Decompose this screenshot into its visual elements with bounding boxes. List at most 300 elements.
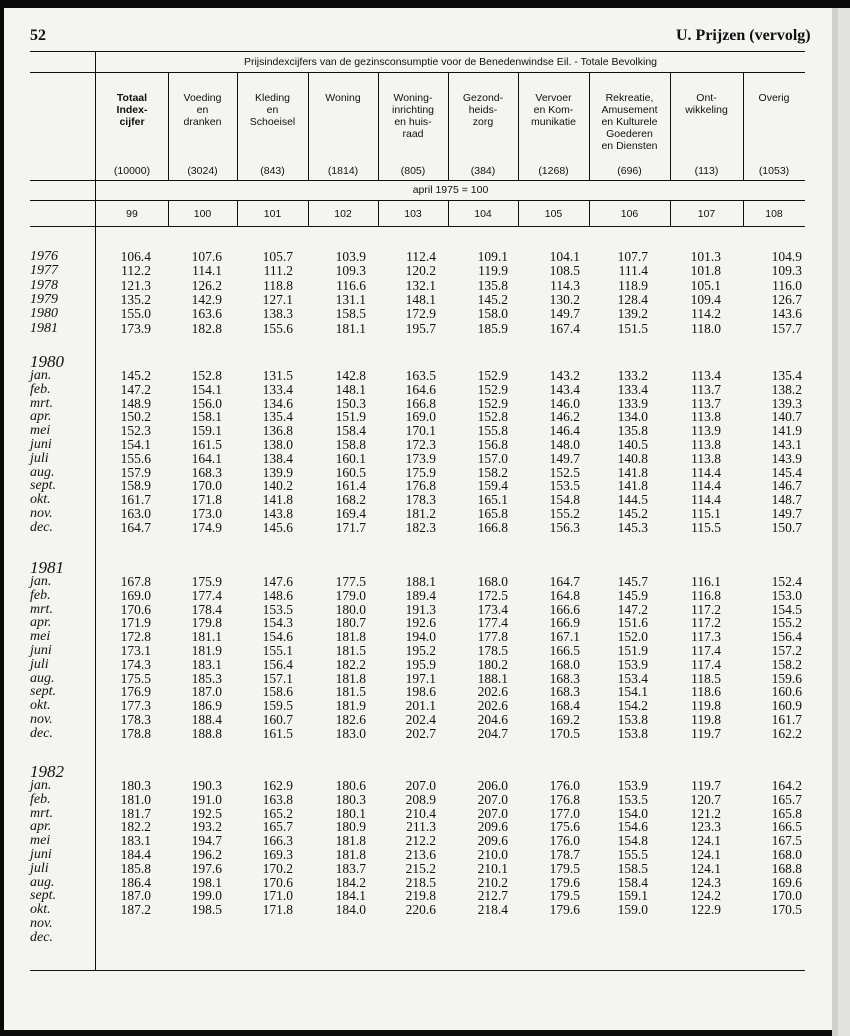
row-label-month: sept.: [30, 478, 57, 494]
table-cell: 160.9: [771, 698, 802, 714]
table-cell: 153.5: [617, 791, 648, 807]
table-cell: 168.8: [771, 860, 802, 876]
table-cell: 170.1: [405, 423, 436, 439]
table-cell: 159.1: [617, 888, 648, 904]
table-cell: 192.5: [191, 805, 222, 821]
row-label-month: dec.: [30, 519, 53, 535]
row-label-month: aug.: [30, 670, 55, 686]
table-cell: 120.2: [405, 263, 436, 279]
table-cell: 143.1: [771, 437, 802, 452]
table-cell: 132.1: [405, 277, 436, 293]
table-cell: 179.5: [549, 888, 580, 904]
rule-col: [308, 72, 309, 180]
table-cell: 135.8: [617, 423, 648, 439]
column-number: 100: [193, 208, 212, 220]
table-cell: 119.7: [691, 725, 721, 741]
table-cell: 118.9: [618, 277, 648, 293]
table-cell: 154.1: [191, 381, 222, 397]
table-cell: 173.4: [477, 601, 508, 617]
table-cell: 140.8: [617, 450, 648, 466]
year-heading: 1980: [30, 352, 64, 371]
table-cell: 180.3: [120, 778, 151, 793]
column-number: 101: [263, 208, 282, 220]
table-cell: 202.4: [405, 712, 436, 727]
table-cell: 210.2: [477, 874, 508, 890]
table-cell: 161.5: [262, 725, 293, 741]
table-cell: 204.7: [477, 725, 508, 741]
table-cell: 151.6: [617, 615, 648, 631]
table-cell: 181.5: [335, 684, 366, 700]
table-cell: 175.5: [120, 670, 151, 686]
table-cell: 183.1: [191, 656, 222, 672]
table-cell: 151.9: [335, 409, 366, 425]
table-cell: 171.8: [262, 902, 293, 918]
table-cell: 158.0: [477, 306, 508, 322]
table-cell: 152.4: [771, 574, 802, 589]
column-header-line: Overig: [758, 92, 790, 104]
table-cell: 164.7: [120, 519, 151, 535]
table-cell: 198.1: [191, 874, 222, 890]
table-cell: 121.3: [120, 277, 151, 293]
column-header: [743, 92, 805, 104]
table-cell: 111.4: [618, 263, 648, 279]
table-cell: 187.2: [120, 902, 151, 918]
table-cell: 123.3: [690, 819, 721, 835]
table-cell: 158.9: [120, 478, 151, 494]
rule-colnums: [30, 226, 805, 227]
table-cell: 207.0: [405, 778, 436, 793]
table-cell: 166.6: [549, 601, 580, 617]
table-cell: 188.8: [191, 725, 222, 741]
table-cell: 180.0: [335, 601, 366, 617]
column-header-line: Ont-: [696, 92, 717, 104]
table-cell: 158.2: [477, 464, 508, 480]
column-weight: (805): [400, 165, 426, 177]
table-cell: 109.4: [690, 291, 721, 307]
table-cell: 140.5: [617, 437, 648, 452]
table-cell: 143.4: [549, 381, 580, 397]
table-cell: 150.3: [335, 395, 366, 411]
year-heading: 1981: [30, 558, 64, 577]
table-cell: 146.4: [549, 423, 580, 439]
table-cell: 165.2: [262, 805, 293, 821]
table-cell: 182.6: [335, 712, 366, 727]
table-cell: 158.2: [771, 656, 802, 672]
table-cell: 152.9: [477, 381, 508, 397]
table-cell: 185.8: [120, 860, 151, 876]
table-cell: 157.9: [120, 464, 151, 480]
table-cell: 130.2: [549, 291, 580, 307]
rule-col: [743, 72, 744, 180]
table-cell: 168.0: [771, 847, 802, 862]
table-cell: 152.8: [191, 368, 222, 383]
table-cell: 176.0: [549, 778, 580, 793]
table-cell: 142.8: [335, 368, 366, 383]
row-label-month: okt.: [30, 698, 51, 714]
table-cell: 175.9: [405, 464, 436, 480]
column-header-line: inrichting: [391, 104, 435, 116]
table-cell: 206.0: [477, 778, 508, 793]
row-label-month: jan.: [30, 368, 52, 383]
table-cell: 210.4: [405, 805, 436, 821]
table-cell: 108.5: [549, 263, 580, 279]
column-header: [237, 92, 308, 128]
table-cell: 145.2: [477, 291, 508, 307]
column-header-line: Index-: [116, 104, 148, 116]
table-cell: 105.1: [690, 277, 721, 293]
table-cell: 195.9: [405, 656, 436, 672]
row-label-month: dec.: [30, 725, 53, 741]
table-cell: 177.5: [335, 574, 366, 589]
table-cell: 148.0: [549, 437, 580, 452]
table-cell: 171.9: [120, 615, 151, 631]
table-cell: 142.9: [191, 291, 222, 307]
table-cell: 211.3: [406, 819, 436, 835]
column-weight: (696): [617, 165, 642, 177]
year-heading: 1982: [30, 762, 64, 781]
column-header: [670, 92, 743, 116]
row-label-month: juni: [30, 847, 52, 862]
index-base-label: april 1975 = 100: [412, 184, 489, 196]
row-label-month: nov.: [30, 916, 53, 931]
row-label-year: 1979: [30, 291, 58, 307]
table-cell: 152.9: [477, 368, 508, 383]
table-cell: 172.3: [405, 437, 436, 452]
table-cell: 135.4: [771, 368, 802, 383]
table-cell: 191.0: [191, 791, 222, 807]
table-cell: 105.7: [262, 249, 293, 264]
table-cell: 134.0: [617, 409, 648, 425]
table-cell: 207.0: [477, 791, 508, 807]
row-label-year: 1976: [30, 249, 58, 264]
table-cell: 141.9: [771, 423, 802, 439]
column-number: 103: [404, 208, 422, 220]
table-cell: 109.1: [477, 249, 508, 264]
column-number: 108: [765, 208, 783, 220]
table-cell: 195.7: [405, 320, 436, 336]
column-header-line: Rekreatie,: [605, 92, 654, 104]
table-cell: 155.5: [617, 847, 648, 862]
table-cell: 158.1: [191, 409, 222, 425]
table-cell: 147.2: [120, 381, 151, 397]
table-cell: 185.9: [477, 320, 508, 336]
table-cell: 169.3: [262, 847, 293, 862]
table-cell: 218.5: [405, 874, 436, 890]
table-cell: 164.2: [771, 778, 802, 793]
table-cell: 161.7: [120, 492, 151, 508]
table-cell: 159.6: [771, 670, 802, 686]
table-cell: 164.8: [549, 587, 580, 603]
table-cell: 169.0: [120, 587, 151, 603]
table-cell: 114.4: [691, 478, 721, 494]
table-cell: 124.2: [690, 888, 721, 904]
column-header: [96, 92, 168, 128]
table-cell: 152.5: [549, 464, 580, 480]
table-cell: 169.6: [771, 874, 802, 890]
table-cell: 155.8: [477, 423, 508, 439]
table-cell: 184.4: [120, 847, 151, 862]
table-cell: 148.6: [262, 587, 293, 603]
column-header-line: Woning-: [393, 92, 433, 104]
table-cell: 167.4: [549, 320, 580, 336]
table-cell: 143.8: [262, 506, 293, 521]
table-cell: 149.7: [771, 506, 802, 521]
column-weight: (384): [470, 165, 496, 177]
table-cell: 201.1: [405, 698, 436, 714]
table-cell: 160.5: [335, 464, 366, 480]
table-cell: 124.1: [690, 847, 721, 862]
table-cell: 176.0: [549, 833, 580, 849]
table-cell: 113.8: [691, 437, 721, 452]
table-cell: 114.3: [550, 277, 580, 293]
row-label-month: aug.: [30, 464, 55, 480]
table-cell: 178.7: [549, 847, 580, 862]
table-cell: 121.2: [690, 805, 721, 821]
row-label-month: mrt.: [30, 805, 53, 821]
table-cell: 171.0: [262, 888, 293, 904]
table-cell: 169.4: [335, 506, 366, 521]
table-cell: 207.0: [477, 805, 508, 821]
table-cell: 131.5: [262, 368, 293, 383]
row-label-month: juli: [30, 656, 49, 672]
table-cell: 109.3: [771, 263, 802, 279]
table-cell: 145.3: [617, 519, 648, 535]
table-cell: 152.3: [120, 423, 151, 439]
table-cell: 153.8: [617, 712, 648, 727]
table-cell: 165.8: [771, 805, 802, 821]
row-label-month: jan.: [30, 574, 52, 589]
table-cell: 151.5: [617, 320, 648, 336]
table-cell: 169.2: [549, 712, 580, 727]
table-cell: 156.3: [549, 519, 580, 535]
table-cell: 119.7: [691, 778, 721, 793]
table-cell: 185.3: [191, 670, 222, 686]
table-cell: 116.0: [772, 277, 802, 293]
column-number: 107: [697, 208, 716, 220]
column-weight: (1814): [327, 165, 359, 177]
table-cell: 212.2: [405, 833, 436, 849]
table-cell: 153.0: [771, 587, 802, 603]
table-cell: 151.9: [617, 643, 648, 658]
table-cell: 178.3: [120, 712, 151, 727]
table-cell: 133.4: [262, 381, 293, 397]
column-header: [378, 92, 448, 140]
table-cell: 156.4: [262, 656, 293, 672]
table-cell: 116.6: [336, 277, 366, 293]
table-cell: 180.3: [335, 791, 366, 807]
rule-caption: [30, 72, 805, 73]
column-header-line: en huis-: [394, 116, 432, 128]
row-label-month: mrt.: [30, 395, 53, 411]
table-cell: 157.1: [262, 670, 293, 686]
table-cell: 118.5: [691, 670, 721, 686]
table-cell: 161.4: [335, 478, 366, 494]
table-cell: 157.7: [771, 320, 802, 336]
table-cell: 194.7: [191, 833, 222, 849]
table-cell: 118.0: [691, 320, 721, 336]
table-cell: 156.4: [771, 629, 802, 645]
table-cell: 118.8: [263, 277, 293, 293]
table-cell: 155.2: [771, 615, 802, 631]
table-cell: 168.0: [549, 656, 580, 672]
table-cell: 176.8: [549, 791, 580, 807]
table-cell: 199.0: [191, 888, 222, 904]
table-cell: 154.1: [617, 684, 648, 700]
table-cell: 114.4: [691, 492, 721, 508]
table-cell: 166.3: [262, 833, 293, 849]
table-cell: 173.9: [405, 450, 436, 466]
table-cell: 103.9: [335, 249, 366, 264]
table-cell: 158.8: [335, 437, 366, 452]
table-cell: 204.6: [477, 712, 508, 727]
row-label-month: mei: [30, 833, 51, 849]
table-cell: 190.3: [191, 778, 222, 793]
table-cell: 181.8: [335, 833, 366, 849]
table-cell: 177.3: [120, 698, 151, 714]
table-cell: 133.4: [617, 381, 648, 397]
table-cell: 202.7: [405, 725, 436, 741]
table-cell: 152.0: [617, 629, 648, 645]
table-cell: 165.7: [262, 819, 293, 835]
table-cell: 114.4: [691, 464, 721, 480]
table-cell: 181.2: [405, 506, 436, 521]
table-cell: 178.4: [191, 601, 222, 617]
column-number: 106: [620, 208, 639, 220]
rule-col: [670, 72, 671, 180]
table-cell: 168.3: [549, 684, 580, 700]
table-cell: 163.8: [262, 791, 293, 807]
table-cell: 167.5: [771, 833, 802, 849]
column-header: [168, 92, 237, 128]
table-cell: 189.4: [405, 587, 436, 603]
table-cell: 149.7: [549, 450, 580, 466]
column-header: [448, 92, 518, 128]
table-cell: 147.2: [617, 601, 648, 617]
table-cell: 101.8: [690, 263, 721, 279]
table-cell: 158.5: [335, 306, 366, 322]
table-cell: 159.1: [191, 423, 222, 439]
table-cell: 210.1: [477, 860, 508, 876]
table-cell: 171.8: [191, 492, 222, 508]
table-cell: 154.8: [549, 492, 580, 508]
table-cell: 191.3: [405, 601, 436, 617]
table-cell: 188.1: [405, 574, 436, 589]
table-cell: 163.6: [191, 306, 222, 322]
table-cell: 119.8: [691, 712, 721, 727]
table-cell: 181.7: [120, 805, 151, 821]
table-cell: 162.9: [262, 778, 293, 793]
row-label-year: 1978: [30, 277, 58, 293]
table-cell: 141.8: [617, 464, 648, 480]
table-cell: 101.3: [690, 249, 721, 264]
table-cell: 168.3: [191, 464, 222, 480]
table-cell: 179.0: [335, 587, 366, 603]
column-header-line: heids-: [468, 104, 498, 116]
table-cell: 145.9: [617, 587, 648, 603]
table-cell: 154.5: [771, 601, 802, 617]
table-cell: 183.1: [120, 833, 151, 849]
table-cell: 177.0: [549, 805, 580, 821]
row-label-year: 1980: [30, 306, 58, 322]
table-cell: 194.0: [405, 629, 436, 645]
column-number: 102: [334, 208, 352, 220]
row-label-month: dec.: [30, 929, 53, 945]
table-cell: 120.7: [690, 791, 721, 807]
table-cell: 169.0: [405, 409, 436, 425]
table-cell: 166.8: [477, 519, 508, 535]
table-cell: 127.1: [262, 291, 293, 307]
table-cell: 153.9: [617, 778, 648, 793]
table-cell: 145.7: [617, 574, 648, 589]
table-cell: 181.8: [335, 847, 366, 862]
table-cell: 117.3: [691, 629, 721, 645]
table-cell: 172.9: [405, 306, 436, 322]
table-cell: 158.6: [262, 684, 293, 700]
table-cell: 143.6: [771, 306, 802, 322]
table-cell: 113.9: [691, 423, 721, 439]
table-cell: 162.2: [771, 725, 802, 741]
table-cell: 167.8: [120, 574, 151, 589]
row-label-month: feb.: [30, 587, 51, 603]
table-cell: 128.4: [617, 291, 648, 307]
column-header-line: raad: [402, 128, 424, 140]
row-label-month: apr.: [30, 409, 52, 425]
table-cell: 113.8: [691, 409, 721, 425]
table-cell: 146.2: [549, 409, 580, 425]
table-cell: 111.2: [263, 263, 293, 279]
table-cell: 117.4: [691, 656, 721, 672]
column-header-line: Kleding: [254, 92, 291, 104]
table-cell: 160.7: [262, 712, 293, 727]
row-label-month: juni: [30, 643, 52, 658]
table-cell: 178.8: [120, 725, 151, 741]
table-cell: 168.4: [549, 698, 580, 714]
table-cell: 145.4: [771, 464, 802, 480]
table-cell: 117.2: [691, 601, 721, 617]
table-cell: 158.4: [335, 423, 366, 439]
row-label-month: juni: [30, 437, 52, 452]
table-cell: 218.4: [477, 902, 508, 918]
table-cell: 155.1: [262, 643, 293, 658]
table-cell: 215.2: [405, 860, 436, 876]
column-weight: (10000): [113, 165, 151, 177]
table-cell: 168.3: [549, 670, 580, 686]
table-cell: 106.4: [120, 249, 151, 264]
table-cell: 180.7: [335, 615, 366, 631]
table-cell: 163.5: [405, 368, 436, 383]
table-cell: 170.0: [771, 888, 802, 904]
column-header-line: en Kulturele: [601, 116, 658, 128]
table-cell: 116.8: [691, 587, 721, 603]
table-cell: 202.6: [477, 684, 508, 700]
table-cell: 154.2: [617, 698, 648, 714]
column-header-line: Amusement: [601, 104, 658, 116]
table-cell: 181.5: [335, 643, 366, 658]
table-cell: 154.3: [262, 615, 293, 631]
table-cell: 187.0: [191, 684, 222, 700]
table-cell: 186.9: [191, 698, 222, 714]
table-cell: 182.2: [120, 819, 151, 835]
table-cell: 202.6: [477, 698, 508, 714]
table-cell: 181.1: [191, 629, 222, 645]
table-cell: 154.8: [617, 833, 648, 849]
table-cell: 113.4: [691, 368, 721, 383]
table-cell: 133.2: [617, 368, 648, 383]
row-label-month: nov.: [30, 506, 53, 521]
column-weight: (843): [260, 165, 285, 177]
table-cell: 179.6: [549, 874, 580, 890]
table-cell: 118.6: [691, 684, 721, 700]
